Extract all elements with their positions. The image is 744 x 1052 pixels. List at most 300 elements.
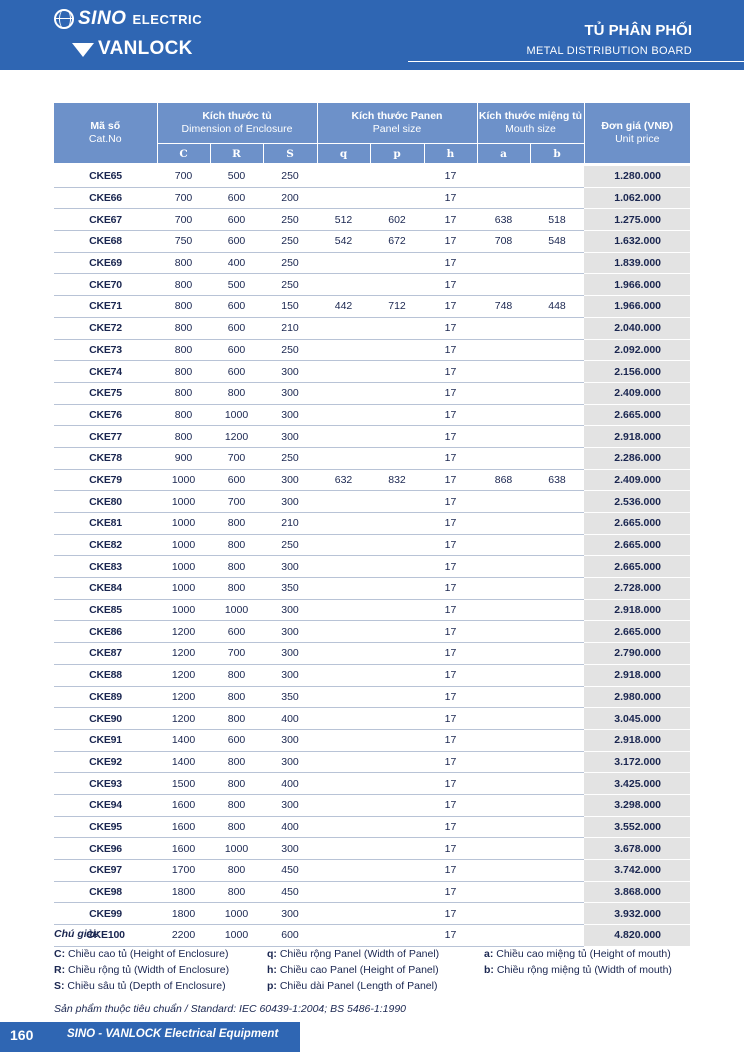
cell-p (370, 491, 424, 513)
cell-h: 17 (424, 382, 477, 404)
cell-b (530, 729, 584, 751)
cell-p (370, 729, 424, 751)
table-row (54, 361, 690, 383)
brand-vanlock: VANLOCK (98, 38, 193, 59)
table-row (54, 382, 690, 404)
header-code: Mã số Cat.No (54, 103, 157, 163)
cell-a (477, 794, 530, 816)
cell-q (317, 621, 370, 643)
cell-a (477, 773, 530, 795)
cell-code: CKE95 (54, 816, 157, 838)
cell-c: 1800 (157, 903, 210, 925)
legend-item: h: Chiều cao Panel (Height of Panel) (267, 964, 439, 976)
cell-a (477, 816, 530, 838)
cell-p (370, 426, 424, 448)
cell-price: 1.966.000 (584, 274, 690, 296)
table-row (54, 252, 690, 274)
cell-a (477, 664, 530, 686)
cell-code: CKE80 (54, 491, 157, 513)
cell-p (370, 556, 424, 578)
cell-r: 1000 (210, 903, 263, 925)
cell-q (317, 729, 370, 751)
header-p: p (370, 144, 424, 164)
cell-a (477, 838, 530, 860)
cell-price: 3.425.000 (584, 773, 690, 795)
cell-q: 542 (317, 231, 370, 253)
table-row (54, 881, 690, 903)
table-row (54, 599, 690, 621)
cell-q (317, 816, 370, 838)
cell-b (530, 513, 584, 535)
table-row (54, 209, 690, 231)
vanlock-icon (72, 41, 94, 57)
cell-s: 200 (263, 187, 317, 209)
cell-price: 2.665.000 (584, 556, 690, 578)
cell-code: CKE96 (54, 838, 157, 860)
cell-h: 17 (424, 903, 477, 925)
cell-b (530, 664, 584, 686)
cell-p (370, 860, 424, 882)
cell-q (317, 426, 370, 448)
cell-h: 17 (424, 881, 477, 903)
table-row (54, 404, 690, 426)
cell-s: 300 (263, 643, 317, 665)
header-panel: Kích thước Panen Panel size (317, 103, 477, 144)
table-row (54, 903, 690, 925)
cell-price: 3.932.000 (584, 903, 690, 925)
standard-note: Sản phẩm thuộc tiêu chuẩn / Standard: IEC 60439-1:2004; BS 5486-1:1990 (54, 1003, 407, 1015)
cell-code: CKE88 (54, 664, 157, 686)
cell-q (317, 513, 370, 535)
cell-q (317, 643, 370, 665)
cell-s: 300 (263, 556, 317, 578)
header-a: a (477, 144, 530, 164)
cell-price: 1.839.000 (584, 252, 690, 274)
legend-item: C: Chiều cao tủ (Height of Enclosure) (54, 948, 229, 960)
cell-a (477, 361, 530, 383)
cell-r: 800 (210, 751, 263, 773)
cell-code: CKE99 (54, 903, 157, 925)
cell-p (370, 513, 424, 535)
cell-h: 17 (424, 556, 477, 578)
sino-logo (54, 8, 202, 30)
cell-h: 17 (424, 231, 477, 253)
table-row (54, 469, 690, 491)
cell-r: 700 (210, 447, 263, 469)
cell-b (530, 187, 584, 209)
cell-h: 17 (424, 209, 477, 231)
cell-c: 1000 (157, 534, 210, 556)
cell-price: 3.172.000 (584, 751, 690, 773)
cell-code: CKE78 (54, 447, 157, 469)
cell-r: 800 (210, 578, 263, 600)
cell-price: 3.045.000 (584, 708, 690, 730)
cell-a (477, 274, 530, 296)
cell-p (370, 773, 424, 795)
cell-b (530, 578, 584, 600)
cell-b (530, 361, 584, 383)
cell-c: 700 (157, 187, 210, 209)
cell-b: 518 (530, 209, 584, 231)
cell-c: 800 (157, 382, 210, 404)
cell-p: 672 (370, 231, 424, 253)
cell-s: 400 (263, 773, 317, 795)
cell-h: 17 (424, 578, 477, 600)
cell-code: CKE97 (54, 860, 157, 882)
cell-s: 450 (263, 860, 317, 882)
cell-price: 2.092.000 (584, 339, 690, 361)
cell-r: 600 (210, 729, 263, 751)
cell-a (477, 578, 530, 600)
cell-q: 512 (317, 209, 370, 231)
cell-r: 700 (210, 643, 263, 665)
cell-s: 250 (263, 447, 317, 469)
cell-p (370, 252, 424, 274)
cell-c: 1200 (157, 621, 210, 643)
header-mouth: Kích thước miệng tủ Mouth size (477, 103, 584, 144)
cell-s: 600 (263, 925, 317, 947)
page-number: 160 (10, 1027, 34, 1043)
cell-code: CKE73 (54, 339, 157, 361)
cell-code: CKE76 (54, 404, 157, 426)
table-row (54, 708, 690, 730)
cell-price: 2.918.000 (584, 729, 690, 751)
cell-b (530, 534, 584, 556)
page-title-en: METAL DISTRIBUTION BOARD (526, 45, 692, 57)
cell-h: 17 (424, 621, 477, 643)
cell-h: 17 (424, 491, 477, 513)
cell-r: 500 (210, 274, 263, 296)
cell-a (477, 708, 530, 730)
legend-item: b: Chiều rộng miệng tủ (Width of mouth) (484, 964, 672, 976)
cell-r: 600 (210, 621, 263, 643)
table-row (54, 751, 690, 773)
cell-s: 210 (263, 317, 317, 339)
cell-code: CKE79 (54, 469, 157, 491)
title-divider (408, 61, 744, 62)
cell-s: 300 (263, 404, 317, 426)
cell-b (530, 860, 584, 882)
cell-s: 250 (263, 274, 317, 296)
table-row (54, 187, 690, 209)
cell-a (477, 686, 530, 708)
cell-h: 17 (424, 447, 477, 469)
cell-c: 700 (157, 209, 210, 231)
legend-item: q: Chiều rộng Panel (Width of Panel) (267, 948, 440, 960)
cell-a (477, 621, 530, 643)
cell-r: 600 (210, 361, 263, 383)
cell-b (530, 556, 584, 578)
cell-s: 300 (263, 426, 317, 448)
cell-p (370, 686, 424, 708)
cell-p: 832 (370, 469, 424, 491)
table-row (54, 794, 690, 816)
cell-q (317, 382, 370, 404)
cell-c: 1000 (157, 469, 210, 491)
cell-price: 1.062.000 (584, 187, 690, 209)
cell-c: 800 (157, 426, 210, 448)
cell-a (477, 903, 530, 925)
cell-r: 1200 (210, 426, 263, 448)
cell-price: 2.409.000 (584, 469, 690, 491)
cell-s: 250 (263, 166, 317, 187)
cell-c: 1400 (157, 729, 210, 751)
cell-s: 400 (263, 708, 317, 730)
cell-r: 1000 (210, 838, 263, 860)
cell-p (370, 621, 424, 643)
cell-s: 300 (263, 838, 317, 860)
cell-a: 868 (477, 469, 530, 491)
cell-q (317, 447, 370, 469)
cell-code: CKE77 (54, 426, 157, 448)
cell-code: CKE91 (54, 729, 157, 751)
cell-h: 17 (424, 925, 477, 947)
cell-s: 250 (263, 534, 317, 556)
cell-c: 1000 (157, 556, 210, 578)
cell-r: 800 (210, 534, 263, 556)
cell-price: 1.275.000 (584, 209, 690, 231)
cell-price: 2.790.000 (584, 643, 690, 665)
cell-b (530, 166, 584, 187)
cell-s: 300 (263, 664, 317, 686)
cell-code: CKE89 (54, 686, 157, 708)
cell-b (530, 925, 584, 947)
legend-item: p: Chiều dài Panel (Length of Panel) (267, 980, 438, 992)
table-row (54, 317, 690, 339)
cell-price: 3.298.000 (584, 794, 690, 816)
table-row (54, 686, 690, 708)
cell-price: 3.552.000 (584, 816, 690, 838)
cell-r: 800 (210, 860, 263, 882)
cell-r: 800 (210, 816, 263, 838)
cell-price: 2.918.000 (584, 599, 690, 621)
page-title-vn: TỦ PHÂN PHỐI (584, 22, 692, 39)
cell-r: 600 (210, 296, 263, 318)
table-row (54, 925, 690, 947)
cell-c: 900 (157, 447, 210, 469)
cell-b: 548 (530, 231, 584, 253)
cell-b (530, 274, 584, 296)
cell-code: CKE70 (54, 274, 157, 296)
cell-h: 17 (424, 187, 477, 209)
cell-a (477, 187, 530, 209)
cell-b: 638 (530, 469, 584, 491)
cell-q (317, 794, 370, 816)
cell-p (370, 708, 424, 730)
header-h: h (424, 144, 477, 164)
brand-electric: ELECTRIC (132, 11, 203, 27)
cell-q (317, 903, 370, 925)
cell-c: 1600 (157, 838, 210, 860)
header-b: b (530, 144, 584, 164)
cell-code: CKE86 (54, 621, 157, 643)
cell-b (530, 382, 584, 404)
cell-a (477, 643, 530, 665)
header-price: Đơn giá (VNĐ) Unit price (584, 103, 690, 163)
legend-title: Chú giải: (54, 928, 99, 940)
cell-s: 300 (263, 361, 317, 383)
cell-q (317, 925, 370, 947)
cell-code: CKE81 (54, 513, 157, 535)
cell-c: 700 (157, 166, 210, 187)
cell-p (370, 317, 424, 339)
cell-h: 17 (424, 599, 477, 621)
cell-s: 300 (263, 491, 317, 513)
cell-price: 3.678.000 (584, 838, 690, 860)
cell-r: 800 (210, 881, 263, 903)
cell-code: CKE87 (54, 643, 157, 665)
cell-p (370, 274, 424, 296)
cell-b (530, 708, 584, 730)
brand-sino: SINO (78, 8, 127, 29)
cell-a (477, 556, 530, 578)
cell-p (370, 925, 424, 947)
cell-s: 300 (263, 751, 317, 773)
cell-price: 2.040.000 (584, 317, 690, 339)
cell-p (370, 404, 424, 426)
cell-code: CKE82 (54, 534, 157, 556)
cell-b (530, 751, 584, 773)
cell-price: 1.632.000 (584, 231, 690, 253)
cell-b: 448 (530, 296, 584, 318)
cell-a: 708 (477, 231, 530, 253)
cell-r: 600 (210, 231, 263, 253)
cell-h: 17 (424, 729, 477, 751)
cell-q (317, 252, 370, 274)
cell-a: 748 (477, 296, 530, 318)
cell-s: 300 (263, 794, 317, 816)
cell-p (370, 447, 424, 469)
cell-b (530, 686, 584, 708)
cell-b (530, 252, 584, 274)
cell-q (317, 664, 370, 686)
cell-s: 300 (263, 729, 317, 751)
cell-s: 300 (263, 903, 317, 925)
cell-b (530, 491, 584, 513)
cell-p (370, 361, 424, 383)
cell-a (477, 426, 530, 448)
cell-q (317, 361, 370, 383)
cell-c: 1000 (157, 513, 210, 535)
cell-h: 17 (424, 773, 477, 795)
cell-price: 1.966.000 (584, 296, 690, 318)
cell-a: 638 (477, 209, 530, 231)
cell-p (370, 339, 424, 361)
cell-code: CKE69 (54, 252, 157, 274)
cell-code: CKE66 (54, 187, 157, 209)
table-row (54, 578, 690, 600)
cell-c: 800 (157, 361, 210, 383)
globe-icon (54, 9, 74, 29)
table-row (54, 447, 690, 469)
cell-b (530, 404, 584, 426)
cell-r: 500 (210, 166, 263, 187)
table-row (54, 838, 690, 860)
table-row (54, 513, 690, 535)
cell-code: CKE94 (54, 794, 157, 816)
cell-a (477, 534, 530, 556)
cell-a (477, 860, 530, 882)
table-row (54, 166, 690, 187)
table-row (54, 426, 690, 448)
cell-r: 600 (210, 339, 263, 361)
cell-price: 2.536.000 (584, 491, 690, 513)
cell-code: CKE67 (54, 209, 157, 231)
cell-r: 1000 (210, 404, 263, 426)
legend-item: a: Chiều cao miệng tủ (Height of mouth) (484, 948, 671, 960)
table-row (54, 339, 690, 361)
cell-h: 17 (424, 860, 477, 882)
cell-code: CKE84 (54, 578, 157, 600)
cell-h: 17 (424, 296, 477, 318)
cell-p (370, 816, 424, 838)
cell-p (370, 599, 424, 621)
cell-code: CKE72 (54, 317, 157, 339)
cell-h: 17 (424, 361, 477, 383)
cell-b (530, 447, 584, 469)
cell-p (370, 534, 424, 556)
cell-c: 800 (157, 339, 210, 361)
cell-p (370, 751, 424, 773)
cell-price: 2.665.000 (584, 621, 690, 643)
cell-h: 17 (424, 751, 477, 773)
cell-r: 600 (210, 317, 263, 339)
cell-price: 3.742.000 (584, 860, 690, 882)
cell-p (370, 578, 424, 600)
cell-p (370, 794, 424, 816)
cell-price: 2.156.000 (584, 361, 690, 383)
table-row (54, 860, 690, 882)
cell-a (477, 252, 530, 274)
cell-c: 800 (157, 274, 210, 296)
cell-p (370, 643, 424, 665)
table-row (54, 621, 690, 643)
cell-code: CKE68 (54, 231, 157, 253)
cell-h: 17 (424, 643, 477, 665)
table-row (54, 729, 690, 751)
cell-h: 17 (424, 534, 477, 556)
cell-s: 250 (263, 209, 317, 231)
cell-q (317, 881, 370, 903)
table-row (54, 491, 690, 513)
cell-q (317, 166, 370, 187)
cell-h: 17 (424, 686, 477, 708)
cell-code: CKE65 (54, 166, 157, 187)
cell-r: 800 (210, 773, 263, 795)
table-row (54, 296, 690, 318)
cell-r: 1000 (210, 925, 263, 947)
cell-b (530, 816, 584, 838)
cell-s: 250 (263, 339, 317, 361)
cell-a (477, 404, 530, 426)
cell-c: 1000 (157, 578, 210, 600)
cell-r: 600 (210, 187, 263, 209)
cell-a (477, 513, 530, 535)
cell-code: CKE71 (54, 296, 157, 318)
cell-code: CKE83 (54, 556, 157, 578)
cell-b (530, 838, 584, 860)
cell-q (317, 838, 370, 860)
cell-a (477, 881, 530, 903)
cell-b (530, 903, 584, 925)
cell-s: 250 (263, 231, 317, 253)
cell-b (530, 621, 584, 643)
cell-price: 4.820.000 (584, 925, 690, 947)
table-row (54, 556, 690, 578)
cell-h: 17 (424, 469, 477, 491)
legend-col-3 (484, 946, 672, 978)
cell-a (477, 729, 530, 751)
